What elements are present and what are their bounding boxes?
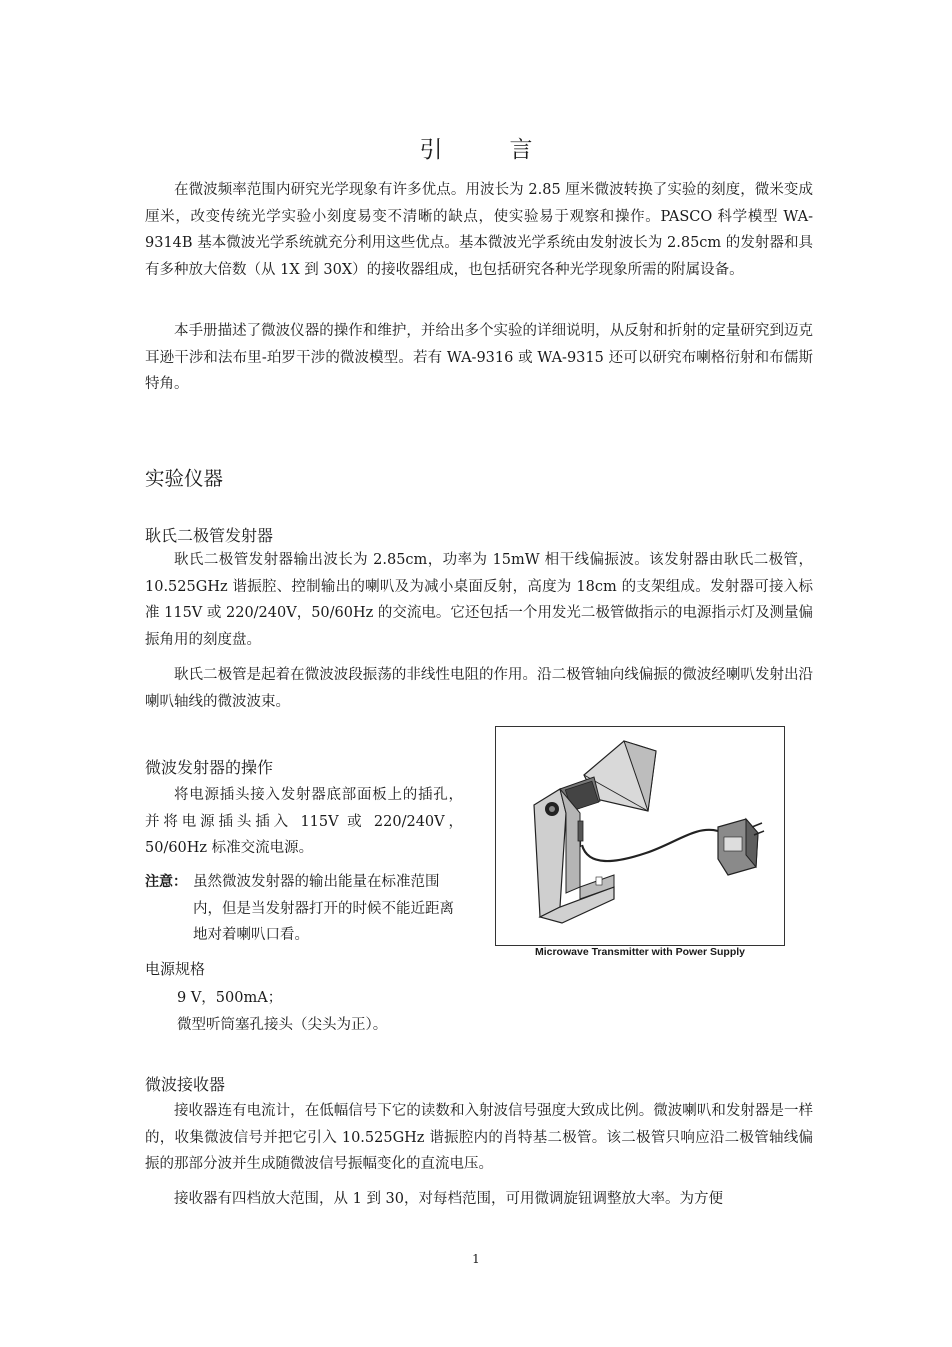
note-text: 虽然微波发射器的输出能量在标准范围内，但是当发射器打开的时候不能近距离地对着喇叭口看。 [193, 874, 454, 943]
gunn-diode-heading: 耿氏二极管发射器 [145, 526, 274, 545]
page-title: 引 言 [419, 137, 555, 164]
power-spec-line-1: 9 V，500mA； [177, 990, 283, 1006]
intro-paragraph-2: 本手册描述了微波仪器的操作和维护，并给出多个实验的详细说明，从反射和折射的定量研究到迈克耳逊干涉和法布里-珀罗干涉的微波模型。若有 WA-9316 或 WA-9315 还可以研究布喇格衍射和布儒斯特角。 [145, 323, 813, 392]
power-spec-heading: 电源规格 [145, 960, 206, 978]
note-label: 注意： [145, 874, 187, 890]
gunn-paragraph-1: 耿氏二极管发射器输出波长为 2.85cm，功率为 15mW 相干线偏振波。该发射器由耿氏二极管，10.525GHz 谐振腔、控制输出的喇叭及为减小桌面反射，高度为 18cm 的支架组成。发射器可接入标准 115V 或 220/240V，50/60Hz 的交流电。它还包括一个用发光二极管做指示的电源指示灯及测量偏振角用的刻度盘。 [145, 552, 813, 648]
section-heading-apparatus: 实验仪器 [145, 467, 224, 490]
operation-paragraph: 将电源插头接入发射器底部面板上的插孔，并将电源插头插入 115V 或 220/240V，50/60Hz 标准交流电源。 [145, 787, 463, 856]
page-number: 1 [472, 1252, 480, 1266]
transmitter-figure [495, 726, 785, 946]
caution-note [145, 869, 465, 943]
receiver-heading: 微波接收器 [145, 1075, 226, 1094]
gunn-paragraph-2: 耿氏二极管是起着在微波波段振荡的非线性电阻的作用。沿二极管轴向线偏振的微波经喇叭发射出沿喇叭轴线的微波波束。 [145, 667, 813, 710]
operation-heading: 微波发射器的操作 [145, 758, 274, 777]
intro-paragraph-1: 在微波频率范围内研究光学现象有许多优点。用波长为 2.85 厘米微波转换了实验的刻度，微米变成厘米，改变传统光学实验小刻度易变不清晰的缺点，使实验易于观察和操作。PASCO 科学模型 WA-9314B 基本微波光学系统就充分利用这些优点。基本微波光学系统由发射波长为 2.85cm 的发射器和具有多种放大倍数（从 1X 到 30X）的接收器组成，也包括研究各种光学现象所需的附属设备。 [145, 182, 813, 278]
receiver-paragraph-2: 接收器有四档放大范围，从 1 到 30，对每档范围，可用微调旋钮调整放大率。为方便 [174, 1191, 724, 1207]
figure-caption: Microwave Transmitter with Power Supply [534, 946, 746, 958]
transmitter-illustration [496, 727, 784, 945]
receiver-paragraph-1: 接收器连有电流计，在低幅信号下它的读数和入射波信号强度大致成比例。微波喇叭和发射器是一样的，收集微波信号并把它引入 10.525GHz 谐振腔内的肖特基二极管。该二极管只响应沿二极管轴线偏振的那部分波并生成随微波信号振幅变化的直流电压。 [145, 1103, 813, 1172]
power-spec-line-2: 微型听筒塞孔接头（尖头为正）。 [177, 1017, 388, 1033]
